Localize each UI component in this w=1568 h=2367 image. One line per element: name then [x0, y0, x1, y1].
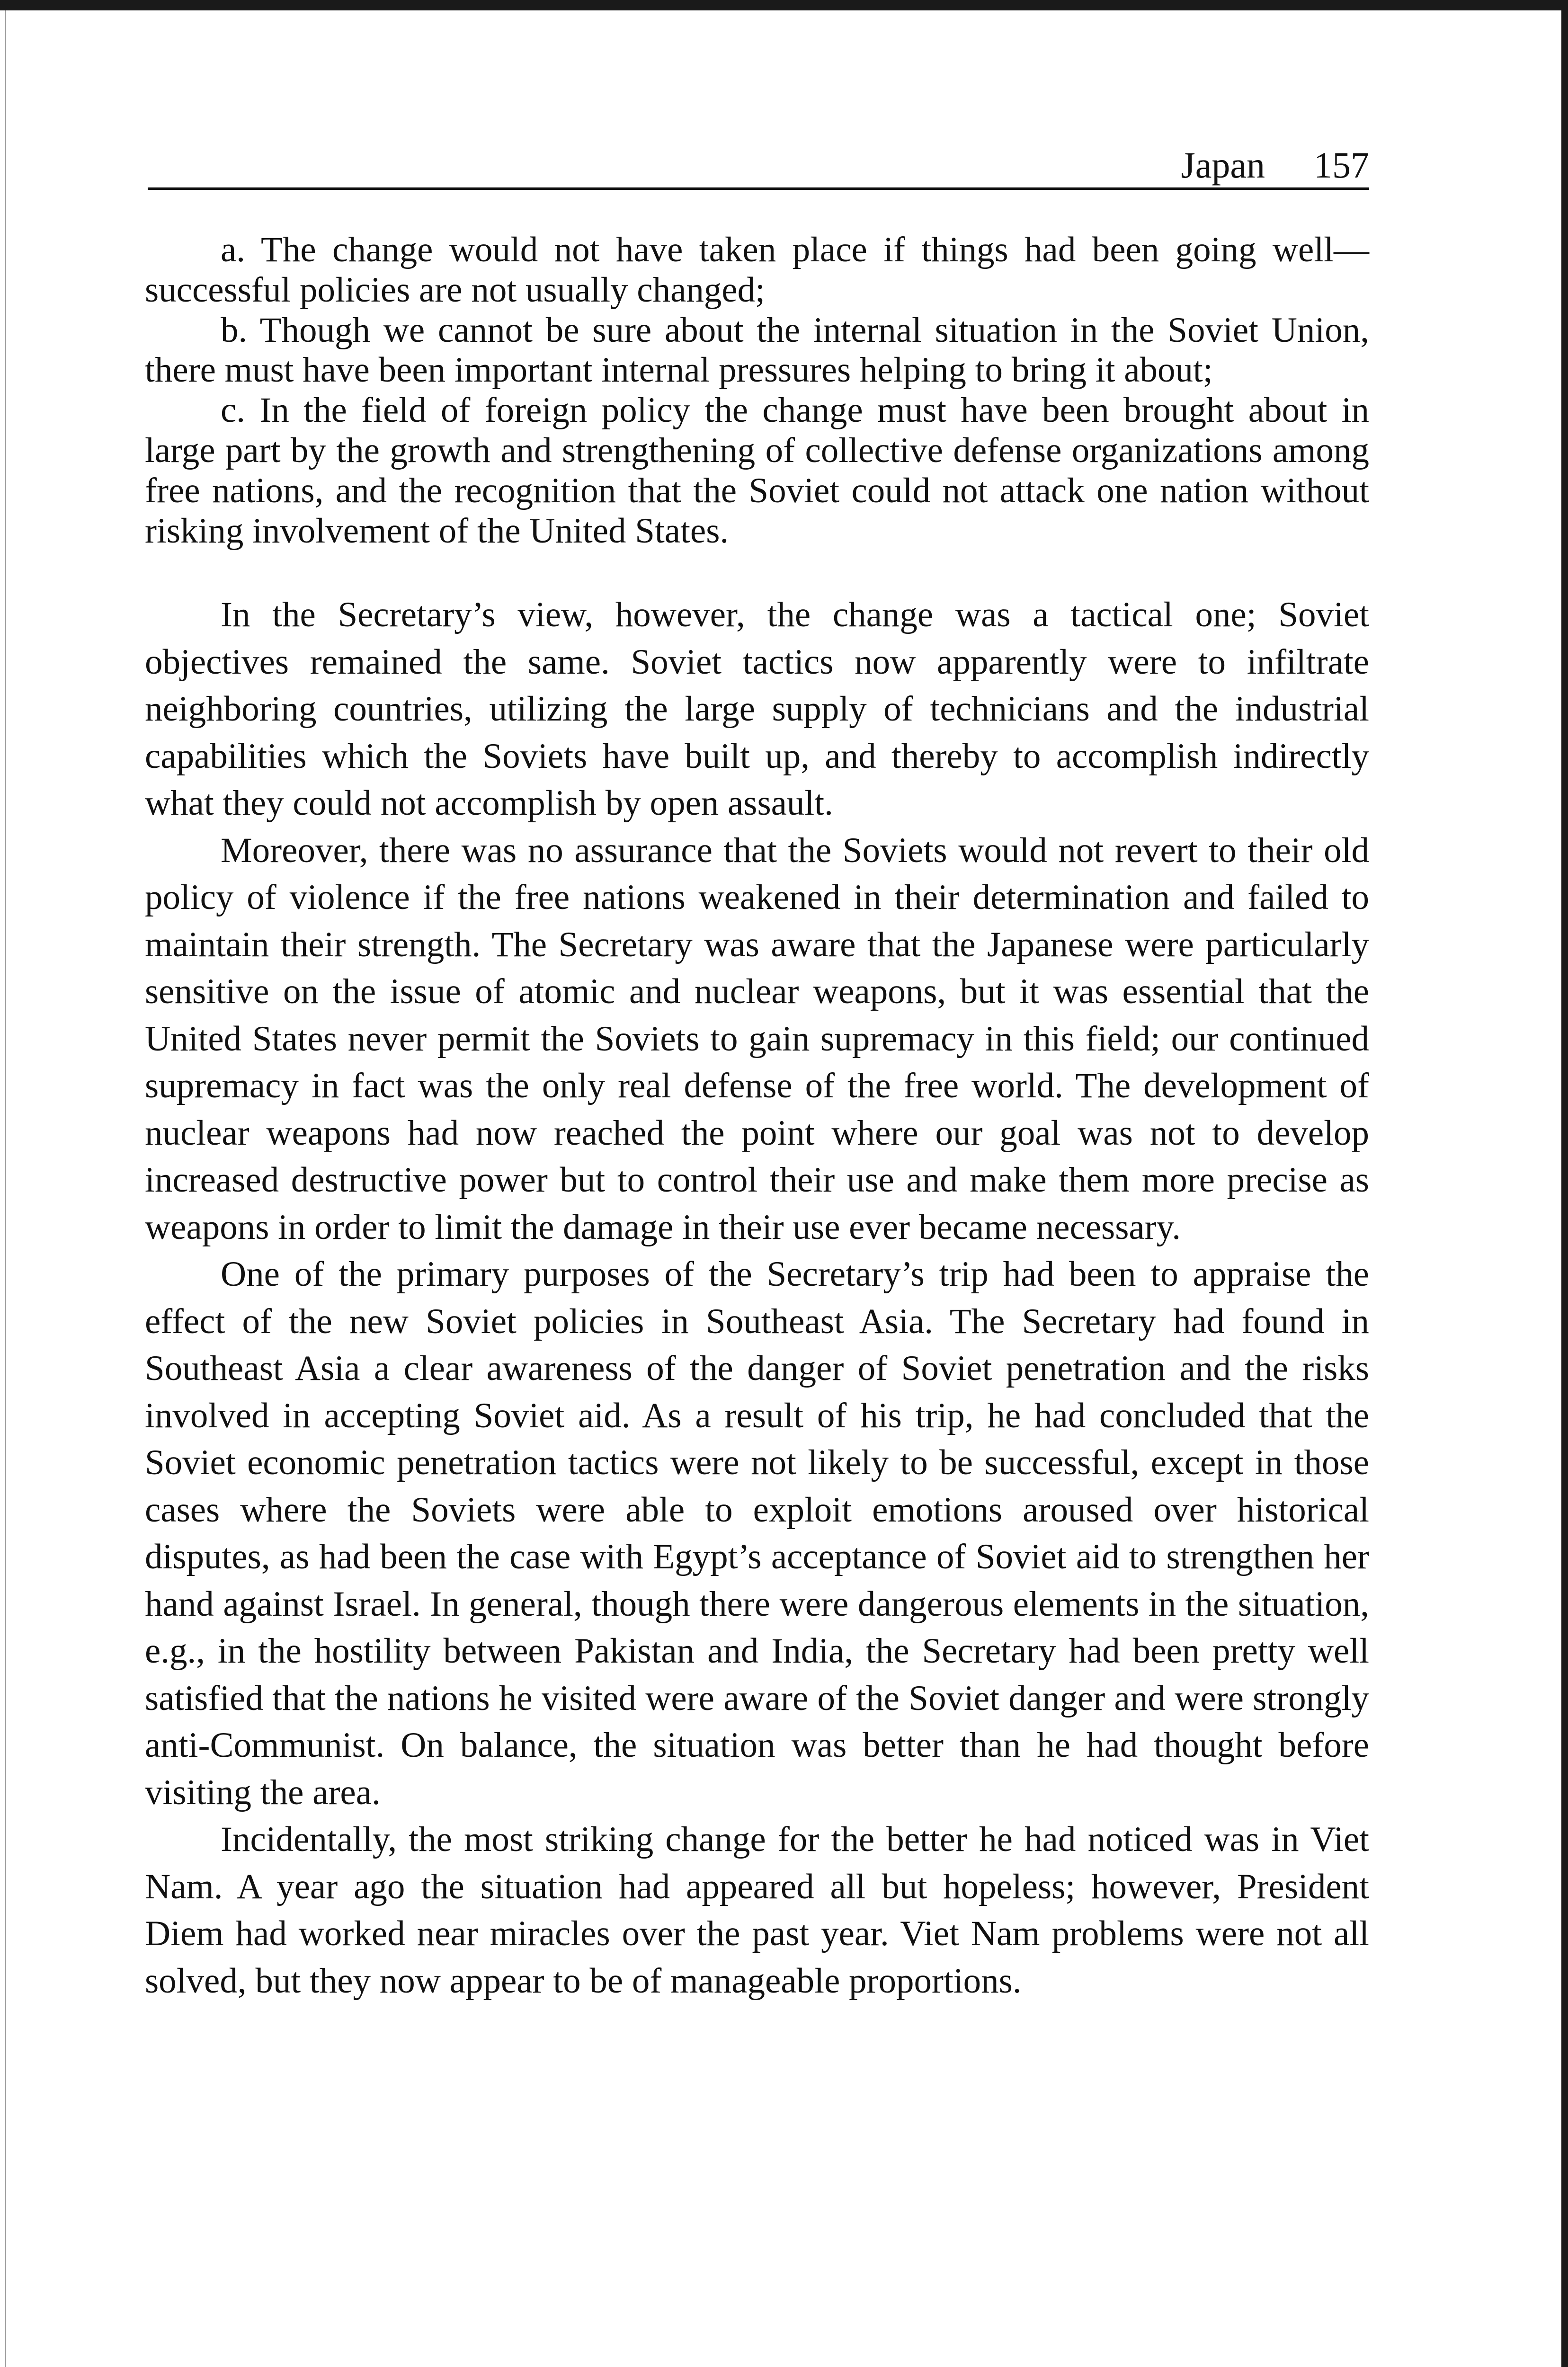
paragraph: One of the primary purposes of the Secretary’s trip had been to appraise the effect of the new Soviet policies in Southeast Asia. The Secretary had found in Southeast Asia a clear awareness of the danger of Soviet penetration and the risks involved in accepting Soviet aid. As a result of his trip, he had concluded that the Soviet economic penetration tactics were not likely to be successful, except in those cases where the Soviets were able to exploit emotions aroused over historical disputes, as had been the case with Egypt’s acceptance of Soviet aid to strengthen her hand against Israel. In general, though there were dangerous elements in the situation, e.g., in the hostility between Pakistan and India, the Secretary had been pretty well satisfied that the nations he visited were aware of the Soviet danger and were strongly anti-Communist. On balance, the situation was better than he had thought before visiting the area. — [145, 1255, 1369, 1812]
paragraph: In the Secretary’s view, however, the change was a tactical one; Soviet objectives remained the same. Soviet tactics now apparently were to infiltrate neighboring countries, utilizing the large supply of technicians and the industrial capabilities which the Soviets have built up, and thereby to accomplish indirectly what they could not accomplish by open assault. — [145, 595, 1369, 823]
numbered-list — [145, 230, 1369, 551]
page-body — [145, 230, 1369, 2004]
page-header — [148, 140, 1369, 190]
page-number: 157 — [1314, 144, 1369, 186]
list-item: a. The change would not have taken place if things had been going well—successful policies are not usually changed; — [145, 230, 1369, 310]
scan-top-edge — [0, 0, 1568, 10]
scan-right-edge — [1561, 0, 1568, 2367]
running-head: Japan — [1181, 144, 1265, 186]
paragraph: Incidentally, the most striking change for the better he had noticed was in Viet Nam. A year ago the situation had appeared all but hopeless; however, President Diem had worked near miracles over the past year. Viet Nam problems were not all solved, but they now appear to be of manageable proportions. — [145, 1820, 1369, 2001]
body-text — [145, 591, 1369, 2004]
scan-left-edge — [5, 10, 6, 2367]
list-item: c. In the field of foreign policy the change must have been brought about in large part by the growth and strengthening of collective defense organizations among free nations, and the recognition that the Soviet could not attack one nation without risking involvement of the United States. — [145, 391, 1369, 551]
paragraph: Moreover, there was no assurance that the Soviets would not revert to their old policy of violence if the free nations weakened in their determination and failed to maintain their strength. The Secretary was aware that the Japanese were particularly sensitive on the issue of atomic and nuclear weapons, but it was essential that the United States never permit the Soviets to gain supremacy in this field; our continued supremacy in fact was the only real defense of the free world. The development of nuclear weapons had now reached the point where our goal was not to develop increased destructive power but to control their use and make them more precise as weapons in order to limit the damage in their use ever became necessary. — [145, 830, 1369, 1247]
list-item: b. Though we cannot be sure about the internal situation in the Soviet Union, there must have been important internal pressures helping to bring it about; — [145, 310, 1369, 390]
